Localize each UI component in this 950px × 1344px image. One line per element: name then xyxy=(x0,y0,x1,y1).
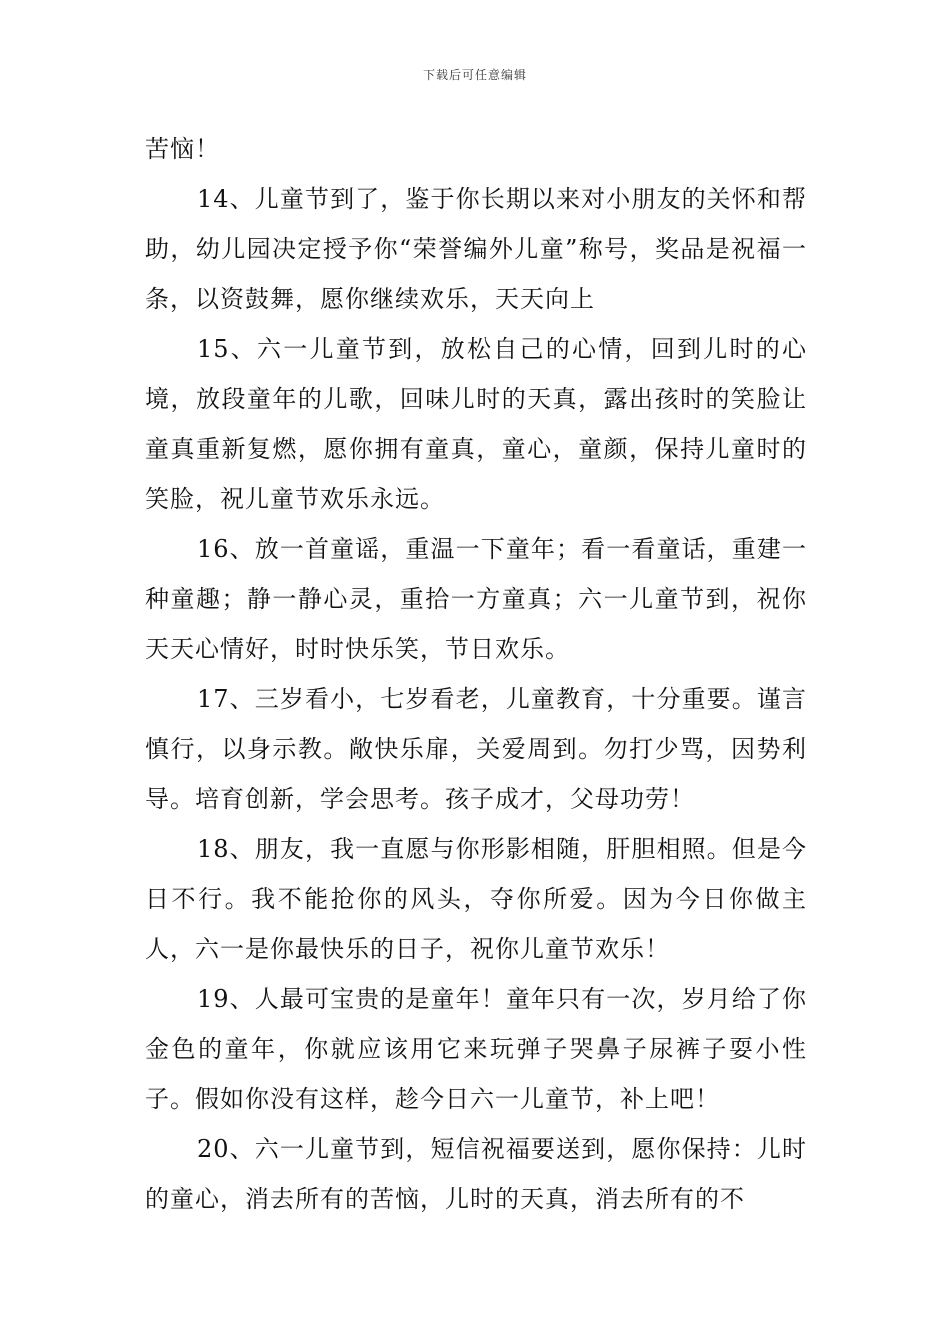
paragraph-continuation: 苦恼！ xyxy=(145,135,220,163)
paragraph-18: 18、朋友，我一直愿与你形影相随，肝胆相照。但是今日不行。我不能抢你的风头，夺你所爱。因为今日你做主人，六一是你最快乐的日子，祝你儿童节欢乐！ xyxy=(145,835,807,963)
document-body xyxy=(145,124,807,1224)
paragraph-19: 19、人最可宝贵的是童年！童年只有一次，岁月给了你金色的童年，你就应该用它来玩弹子哭鼻子尿裤子耍小性子。假如你没有这样，趁今日六一儿童节，补上吧！ xyxy=(145,985,807,1113)
paragraph-20: 20、六一儿童节到，短信祝福要送到，愿你保持：儿时的童心，消去所有的苦恼，儿时的天真，消去所有的不 xyxy=(145,1135,807,1213)
paragraph-17: 17、三岁看小，七岁看老，儿童教育，十分重要。谨言慎行，以身示教。敞快乐扉，关爱周到。勿打少骂，因势利导。培育创新，学会思考。孩子成才，父母功劳！ xyxy=(145,685,807,813)
paragraph-15: 15、六一儿童节到，放松自己的心情，回到儿时的心境，放段童年的儿歌，回味儿时的天真，露出孩时的笑脸让童真重新复燃，愿你拥有童真，童心，童颜，保持儿童时的笑脸，祝儿童节欢乐永远。 xyxy=(145,335,807,513)
page-header: 下载后可任意编辑 xyxy=(422,68,527,82)
paragraph-14: 14、儿童节到了，鉴于你长期以来对小朋友的关怀和帮助，幼儿园决定授予你“荣誉编外儿童”称号，奖品是祝福一条，以资鼓舞，愿你继续欢乐，天天向上 xyxy=(145,185,807,313)
paragraph-16: 16、放一首童谣，重温一下童年；看一看童话，重建一种童趣；静一静心灵，重拾一方童真；六一儿童节到，祝你天天心情好，时时快乐笑，节日欢乐。 xyxy=(145,535,807,663)
